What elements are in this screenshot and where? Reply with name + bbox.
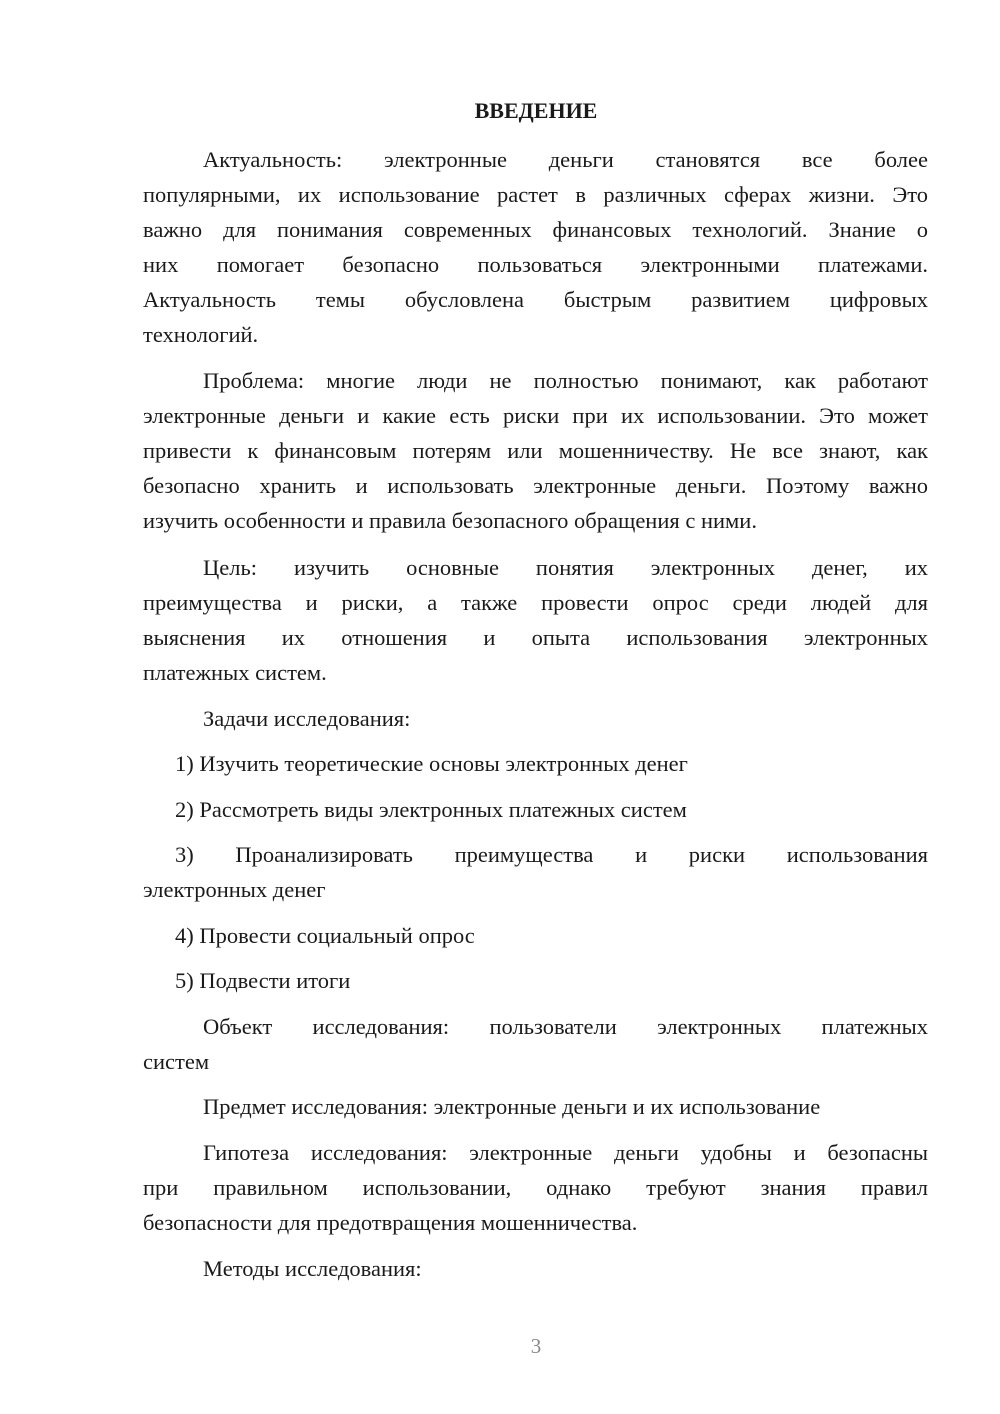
text-line: Предмет исследования: электронные деньги и их использование (203, 1094, 821, 1119)
text-line: 1) Изучить теоретические основы электронных денег (175, 751, 688, 776)
paragraph (143, 1009, 928, 1079)
text-line: 3) Проанализировать преимущества и риски использования (175, 842, 928, 867)
text-line: преимущества и риски, а также провести опрос среди людей для (143, 590, 928, 615)
text-line: важно для понимания современных финансовых технологий. Знание о (143, 217, 928, 242)
text-line: безопасно хранить и использовать электронные деньги. Поэтому важно (143, 473, 928, 498)
paragraph (143, 550, 928, 690)
section-title: ВВЕДЕНИЕ (474, 98, 598, 123)
text-line: Цель: изучить основные понятия электронных денег, их (203, 555, 928, 580)
text-line: при правильном использовании, однако требуют знания правил (143, 1175, 928, 1200)
text-line: Актуальность темы обусловлена быстрым развитием цифровых (143, 287, 928, 312)
paragraph (143, 142, 928, 352)
paragraph (143, 1135, 928, 1240)
text-line: 2) Рассмотреть виды электронных платежных систем (175, 797, 687, 822)
text-line: Проблема: многие люди не полностью понимают, как работают (203, 368, 928, 393)
text-line: 5) Подвести итоги (175, 968, 351, 993)
text-line: систем (143, 1049, 210, 1074)
text-line: Задачи исследования: (203, 706, 411, 731)
paragraph (143, 837, 928, 907)
text-line: безопасности для предотвращения мошенничества. (143, 1210, 638, 1235)
paragraph (143, 963, 928, 998)
text-line: выяснения их отношения и опыта использования электронных (143, 625, 928, 650)
text-line: привести к финансовым потерям или мошенничеству. Не все знают, как (143, 438, 928, 463)
text-line: Объект исследования: пользователи электронных платежных (203, 1014, 928, 1039)
text-line: платежных систем. (143, 660, 327, 685)
text-line: Гипотеза исследования: электронные деньги удобны и безопасны (203, 1140, 928, 1165)
text-line: технологий. (143, 322, 259, 347)
text-line: 4) Провести социальный опрос (175, 923, 475, 948)
paragraph (143, 1089, 928, 1124)
text-line: изучить особенности и правила безопасного обращения с ними. (143, 508, 757, 533)
paragraph (143, 918, 928, 953)
text-line: Актуальность: электронные деньги становятся все более (203, 147, 928, 172)
text-line: электронные деньги и какие есть риски при их использовании. Это может (143, 403, 928, 428)
text-line: Методы исследования: (203, 1256, 422, 1281)
paragraph (143, 792, 928, 827)
text-line: популярными, их использование растет в различных сферах жизни. Это (143, 182, 928, 207)
page-number: 3 (530, 1334, 542, 1358)
paragraph (143, 1251, 928, 1286)
paragraph (143, 746, 928, 781)
paragraph (143, 701, 928, 736)
paragraph (143, 363, 928, 538)
text-line: них помогает безопасно пользоваться электронными платежами. (143, 252, 928, 277)
text-line: электронных денег (143, 877, 326, 902)
